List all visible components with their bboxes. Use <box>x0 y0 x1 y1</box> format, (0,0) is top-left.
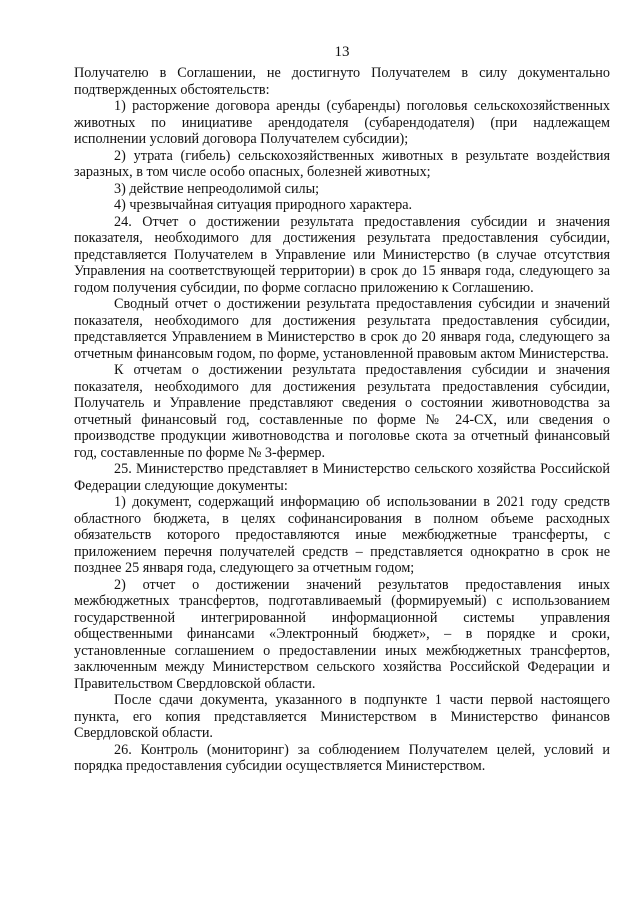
document-body <box>74 65 610 775</box>
paragraph-clause-25: 25. Министерство представляет в Министерство сельского хозяйства Российской Федерации следующие документы: <box>74 461 610 494</box>
paragraph-continuation: Получателю в Соглашении, не достигнуто Получателем в силу документально подтвержденных обстоятельств: <box>74 65 610 98</box>
paragraph-clause-25-item-1: 1) документ, содержащий информацию об использовании в 2021 году средств областного бюджета, в целях софинансирования в полном объеме расходных обязательств которого предоставляются иные межбюджетные трансферты, с приложением перечня получателей средств – представляется однократно в срок не позднее 25 января года, следующего за отчетным годом; <box>74 494 610 576</box>
paragraph-item-3-force-majeure: 3) действие непреодолимой силы; <box>114 180 320 197</box>
paragraph-item-2-animal-loss: 2) утрата (гибель) сельскохозяйственных животных в результате воздействия заразных, в том числе особо опасных, болезней животных; <box>74 147 610 180</box>
paragraph-item-1-lease-termination: 1) расторжение договора аренды (субаренды) поголовья сельскохозяйственных животных по инициативе арендодателя (субарендодателя) (при надлежащем исполнении условий договора Получателем субсидии); <box>74 98 610 147</box>
paragraph-clause-26: 26. Контроль (мониторинг) за соблюдением Получателем целей, условий и порядка предоставления субсидии осуществляется Министерством. <box>74 741 610 774</box>
paragraph-document-copy: После сдачи документа, указанного в подпункте 1 части первой настоящего пункта, его копия представляется Министерством в Министерство финансов Свердловской области. <box>74 692 610 741</box>
page-number: 13 <box>334 44 350 60</box>
paragraph-clause-24: 24. Отчет о достижении результата предоставления субсидии и значения показателя, необходимого для достижения результата предоставления субсидии, представляется Получателем в Управление или Министерство (в случае отсутствия Управления на соответствующей территории) в срок до 15 января года, следующего за годом получения субсидии, по форме согласно приложению к Соглашению. <box>74 213 610 296</box>
paragraph-clause-25-item-2: 2) отчет о достижении значений результатов предоставления иных межбюджетных трансфертов, подготавливаемый (формируемый) с использованием государственной интегрированной информационной системы управления общественными финансами «Электронный бюджет», – в порядке и сроки, установленные соглашением о предоставлении иных межбюджетных трансфертов, заключенным между Министерством сельского хозяйства Российской Федерации и Правительством Свердловской области. <box>74 576 610 692</box>
paragraph-summary-report: Сводный отчет о достижении результата предоставления субсидии и значений показателя, необходимого для достижения результата предоставления субсидии, представляется Управлением в Министерство в срок до 20 января года, следующего за отчетным финансовым годом, по форме, установленной правовым актом Министерства. <box>74 296 610 362</box>
paragraph-report-attachments: К отчетам о достижении результата предоставления субсидии и значения показателя, необходимого для достижения результата предоставления субсидии, Получатель и Управление представляют сведения о состоянии животноводства за отчетный финансовый год, составленные по форме № 24-СХ, или сведения о производстве продукции животноводства и поголовье скота за отчетный финансовый год, составленные по форме № 3-фермер. <box>74 362 610 461</box>
paragraph-item-4-natural-emergency: 4) чрезвычайная ситуация природного характера. <box>114 197 413 213</box>
